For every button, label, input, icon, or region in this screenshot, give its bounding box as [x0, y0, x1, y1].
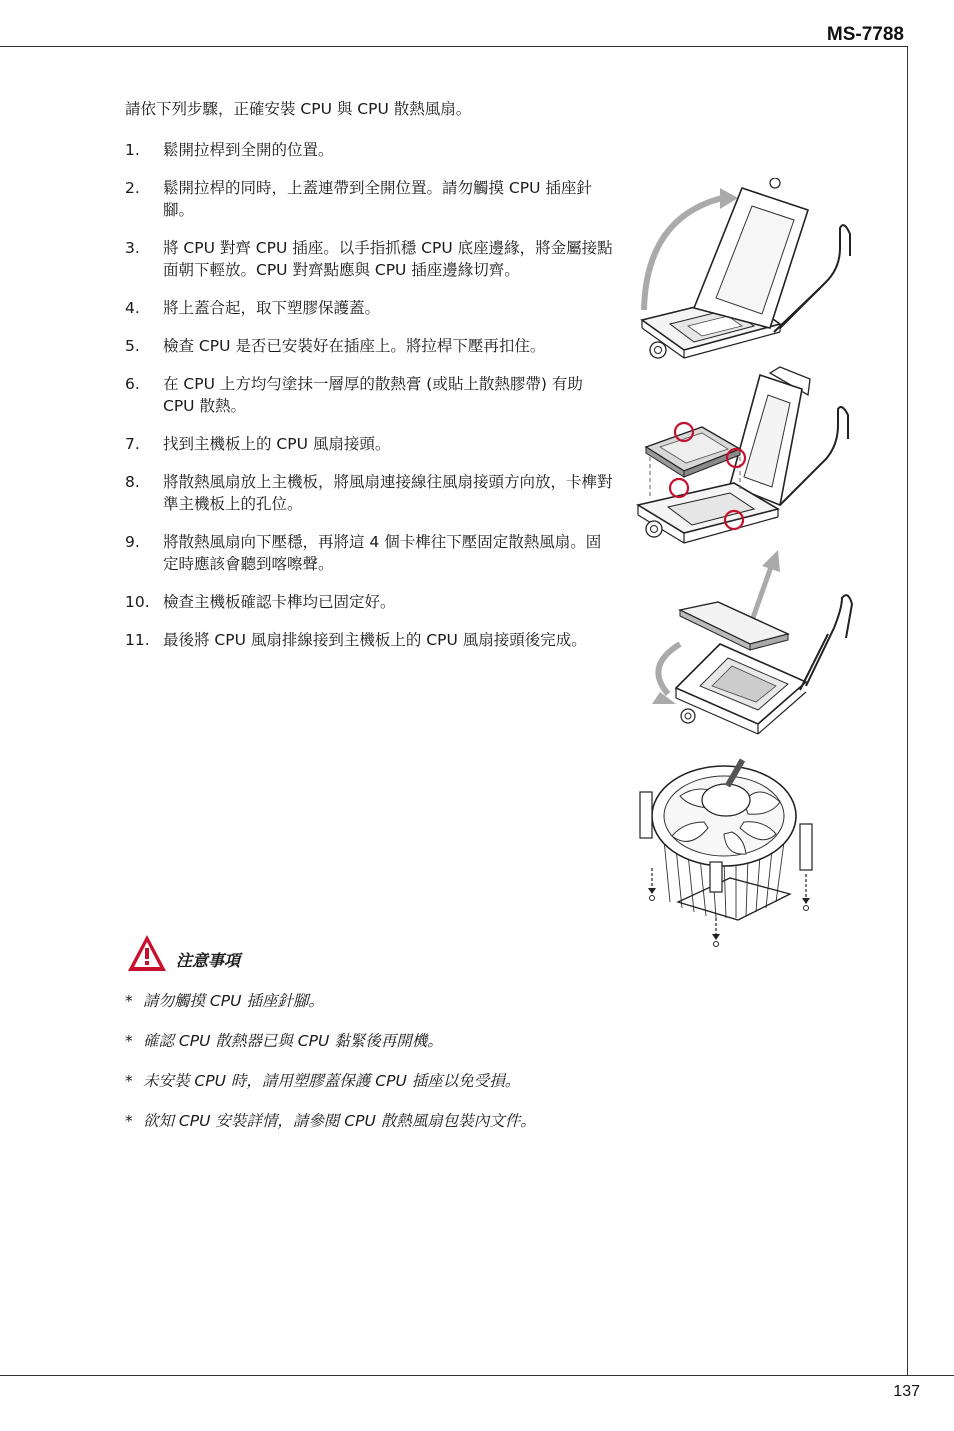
step-number: 3. — [125, 239, 140, 257]
step-7 — [125, 433, 615, 455]
step-6 — [125, 373, 615, 417]
step-number: 6. — [125, 375, 140, 393]
note-item — [125, 990, 765, 1012]
step-1 — [125, 139, 615, 161]
step-number: 1. — [125, 141, 140, 159]
note-bullet: * — [125, 1072, 133, 1090]
step-9 — [125, 531, 615, 575]
right-margin-rule — [907, 46, 908, 1376]
note-bullet: * — [125, 1032, 133, 1050]
step-text: 找到主機板上的 CPU 風扇接頭。 — [163, 435, 391, 453]
step-text: 最後將 CPU 風扇排線接到主機板上的 CPU 風扇接頭後完成。 — [163, 631, 587, 649]
step-5 — [125, 335, 615, 357]
step-10 — [125, 591, 615, 613]
cooler-fan-illustration — [630, 752, 830, 952]
socket-open-illustration — [630, 178, 860, 368]
step-text: 鬆開拉桿到全開的位置。 — [163, 141, 334, 159]
header-rule — [0, 46, 908, 47]
model-name: MS-7788 — [826, 24, 904, 45]
caution-title: 注意事項 — [176, 951, 241, 970]
note-text: 請勿觸摸 CPU 插座針腳。 — [143, 992, 324, 1010]
step-number: 10. — [125, 593, 150, 611]
close-load-plate-illustration — [630, 548, 860, 738]
step-text: 將上蓋合起，取下塑膠保護蓋。 — [163, 299, 381, 317]
warning-triangle-icon — [126, 933, 168, 973]
caution-notes — [125, 990, 765, 1150]
step-number: 5. — [125, 337, 140, 355]
step-11 — [125, 629, 615, 651]
step-text: 鬆開拉桿的同時，上蓋連帶到全開位置。請勿觸摸 CPU 插座針腳。 — [163, 179, 592, 219]
note-text: 未安裝 CPU 時，請用塑膠蓋保護 CPU 插座以免受損。 — [143, 1072, 521, 1090]
step-3 — [125, 237, 615, 281]
step-text: 檢查 CPU 是否已安裝好在插座上。將拉桿下壓再扣住。 — [163, 337, 546, 355]
step-number: 7. — [125, 435, 140, 453]
step-number: 2. — [125, 179, 140, 197]
step-text: 檢查主機板確認卡榫均已固定好。 — [163, 593, 396, 611]
note-text: 確認 CPU 散熱器已與 CPU 黏緊後再開機。 — [143, 1032, 443, 1050]
intro-text: 請依下列步驟，正確安裝 CPU 與 CPU 散熱風扇。 — [125, 100, 472, 118]
note-bullet: * — [125, 992, 133, 1010]
note-bullet: * — [125, 1112, 133, 1130]
note-item — [125, 1030, 765, 1052]
note-text: 欲知 CPU 安裝詳情，請參閱 CPU 散熱風扇包裝內文件。 — [143, 1112, 536, 1130]
note-item — [125, 1110, 765, 1132]
installation-steps — [125, 139, 615, 667]
step-text: 將散熱風扇放上主機板，將風扇連接線往風扇接頭方向放，卡榫對準主機板上的孔位。 — [163, 473, 613, 513]
footer-rule — [0, 1375, 954, 1376]
step-number: 9. — [125, 533, 140, 551]
step-number: 4. — [125, 299, 140, 317]
caution-heading — [126, 933, 240, 973]
step-2 — [125, 177, 615, 221]
cpu-placement-illustration — [630, 365, 860, 550]
step-4 — [125, 297, 615, 319]
step-8 — [125, 471, 615, 515]
page-number: 137 — [893, 1383, 920, 1400]
note-item — [125, 1070, 765, 1092]
step-number: 11. — [125, 631, 150, 649]
step-number: 8. — [125, 473, 140, 491]
step-text: 將 CPU 對齊 CPU 插座。以手指抓穩 CPU 底座邊緣，將金屬接點面朝下輕放。CPU 對齊點應與 CPU 插座邊緣切齊。 — [163, 239, 613, 279]
step-text: 將散熱風扇向下壓穩，再將這 4 個卡榫往下壓固定散熱風扇。固定時應該會聽到喀嚓聲。 — [163, 533, 602, 573]
step-text: 在 CPU 上方均勻塗抹一層厚的散熱膏 (或貼上散熱膠帶) 有助 CPU 散熱。 — [163, 375, 583, 415]
